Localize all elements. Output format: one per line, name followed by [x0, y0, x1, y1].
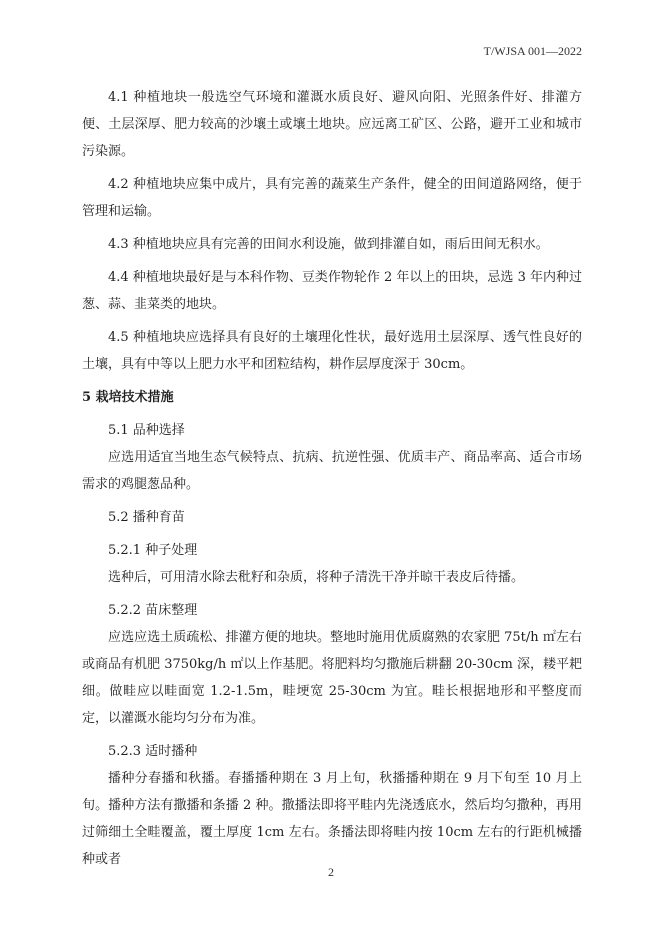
page-number: 2	[328, 865, 334, 879]
section-5-1-heading: 5.1 品种选择	[108, 423, 185, 438]
section-5-2-heading: 5.2 播种育苗	[108, 510, 185, 525]
section-5-2-1-text: 选种后，可用清水除去秕籽和杂质，将种子清洗干净并晾干表皮后待播。	[108, 570, 525, 585]
document-body	[82, 84, 582, 873]
clause-4-5: 4.5 种植地块应选择具有良好的土壤理化性状，最好选用土层深厚、透气性良好的土壤，具有中等以上肥力水平和团粒结构，耕作层厚度深于 30cm。	[82, 330, 582, 372]
section-5-2-3-text: 播种分春播和秋播。春播播种期在 3 月上旬，秋播播种期在 9 月下旬至 10 月上旬。播种方法有撒播和条播 2 种。撒播法即将平畦内先浇透底水，然后均匀撒种，再用过筛细土全畦覆盖，覆土厚度 1cm 左右。条播法即将畦内按 10cm 左右的行距机械播种或者	[82, 771, 582, 867]
section-5-2-2-text: 应选应选土质疏松、排灌方便的地块。整地时施用优质腐熟的农家肥 75t/h ㎡左右或商品有机肥 3750kg/h ㎡以上作基肥。将肥料均匀撒施后耕翻 20-30cm 深，耧平耙细。做畦应以畦面宽 1.2-1.5m，畦埂宽 25-30cm 为宜。畦长根据地形和平整度而定，以灌溉水能均匀分布为准。	[82, 630, 582, 726]
clause-4-1: 4.1 种植地块一般选空气环境和灌溉水质良好、避风向阳、光照条件好、排灌方便、土层深厚、肥力较高的沙壤土或壤土地块。应远离工矿区、公路，避开工业和城市污染源。	[82, 90, 582, 159]
section-5-1-text: 应选用适宜当地生态气候特点、抗病、抗逆性强、优质丰产、商品率高、适合市场需求的鸡腿葱品种。	[82, 450, 582, 492]
clause-4-4: 4.4 种植地块最好是与本科作物、豆类作物轮作 2 年以上的田块，忌选 3 年内种过葱、蒜、韭菜类的地块。	[82, 270, 582, 312]
section-5-2-2-heading: 5.2.2 苗床整理	[108, 603, 198, 618]
section-5-2-3-heading: 5.2.3 适时播种	[108, 744, 198, 759]
clause-4-3: 4.3 种植地块应具有完善的田间水利设施，做到排灌自如，雨后田间无积水。	[108, 237, 549, 252]
standard-id: T/WJSA 001—2022	[483, 44, 582, 58]
clause-4-2: 4.2 种植地块应集中成片，具有完善的蔬菜生产条件，健全的田间道路网络，便于管理和运输。	[82, 177, 582, 219]
section-5-2-1-heading: 5.2.1 种子处理	[108, 543, 198, 558]
section-5-heading: 5 栽培技术措施	[82, 390, 174, 405]
